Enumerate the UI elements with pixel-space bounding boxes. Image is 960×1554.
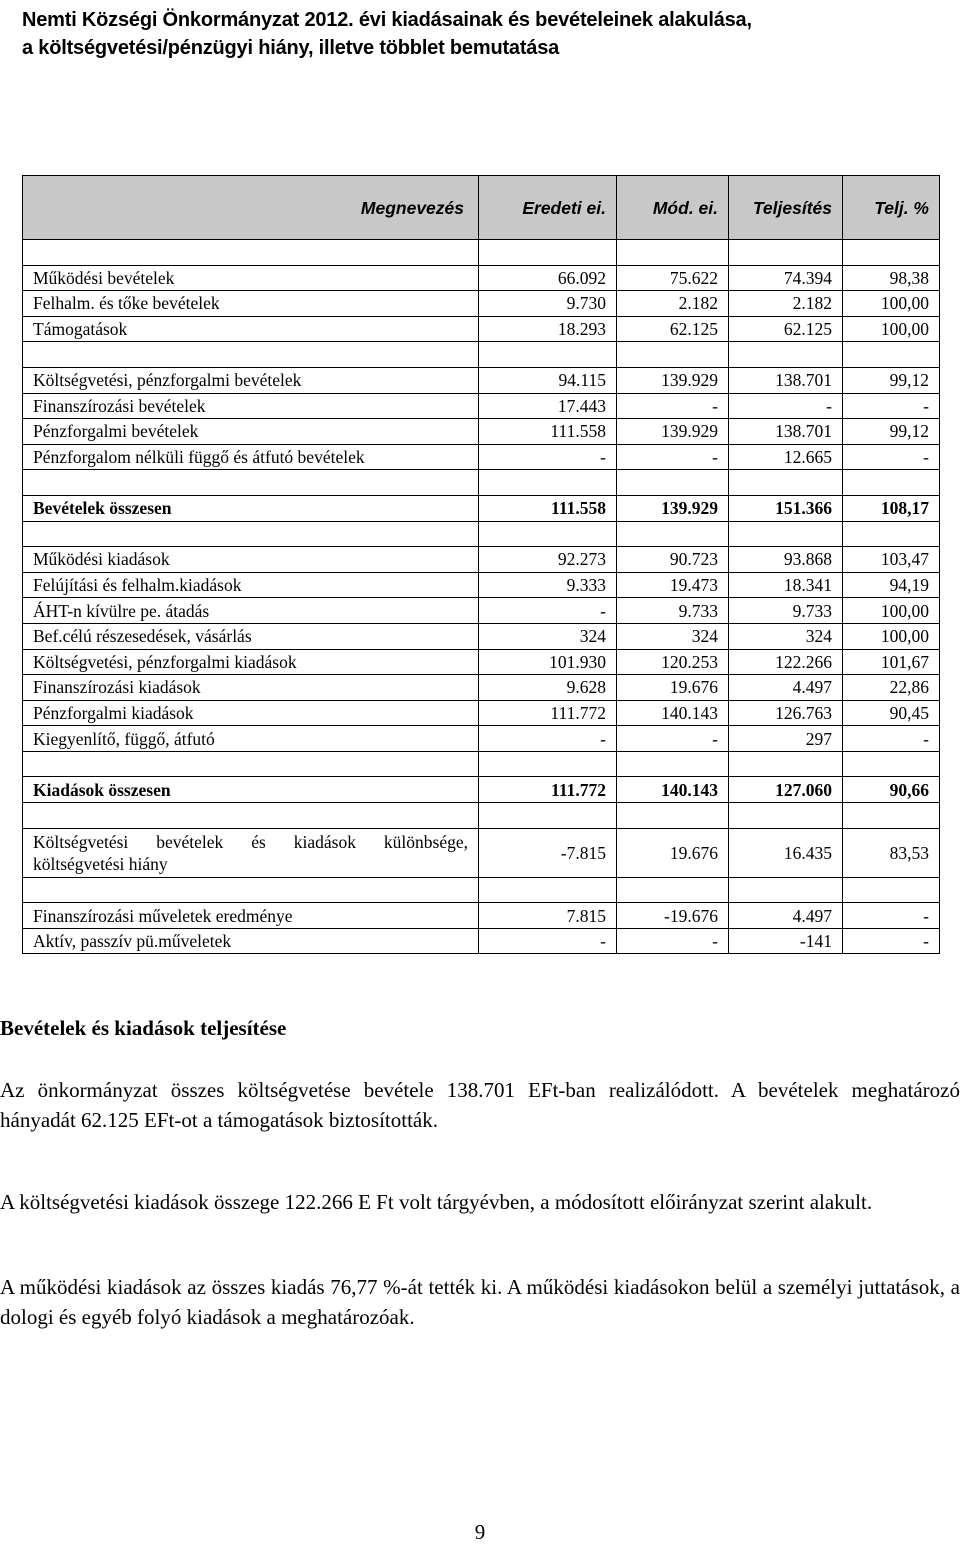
- table-cell-label: Finanszírozási kiadások: [23, 675, 479, 701]
- table-cell-value: 122.266: [729, 649, 843, 675]
- table-empty-cell: [23, 521, 479, 547]
- table-row: [23, 700, 940, 726]
- table-cell-value: -7.815: [479, 828, 617, 877]
- table-empty-cell: [23, 470, 479, 496]
- table-cell-value: -19.676: [617, 903, 729, 929]
- table-row: [23, 291, 940, 317]
- table-cell-value: 90,66: [843, 777, 940, 803]
- table-row: [23, 316, 940, 342]
- table-cell-label: Bef.célú részesedések, vásárlás: [23, 623, 479, 649]
- table-cell-value: 90.723: [617, 547, 729, 573]
- title-line-2: a költségvetési/pénzügyi hiány, illetve többlet bemutatása: [22, 37, 560, 59]
- table-cell-label: Pénzforgalmi kiadások: [23, 700, 479, 726]
- table-cell-value: 19.473: [617, 572, 729, 598]
- table-cell-value: 100,00: [843, 316, 940, 342]
- table-empty-cell: [617, 751, 729, 777]
- table-spacer-row: [23, 751, 940, 777]
- table-cell-label: Kiegyenlítő, függő, átfutó: [23, 726, 479, 752]
- table-cell-value: 94,19: [843, 572, 940, 598]
- table-cell-value: 19.676: [617, 675, 729, 701]
- table-cell-value: 2.182: [617, 291, 729, 317]
- table-cell-value: -: [843, 928, 940, 954]
- table-cell-value: 90,45: [843, 700, 940, 726]
- table-empty-cell: [479, 803, 617, 829]
- table-cell-value: 111.558: [479, 419, 617, 445]
- table-cell-label: Pénzforgalmi bevételek: [23, 419, 479, 445]
- table-cell-value: 92.273: [479, 547, 617, 573]
- table-cell-label: Aktív, passzív pü.műveletek: [23, 928, 479, 954]
- table-cell-value: 16.435: [729, 828, 843, 877]
- table-spacer-row: [23, 240, 940, 266]
- table-cell-value: 297: [729, 726, 843, 752]
- table-row: [23, 265, 940, 291]
- table-cell-value: 139.929: [617, 367, 729, 393]
- table-cell-value: 9.628: [479, 675, 617, 701]
- table-empty-cell: [479, 877, 617, 903]
- table-row: [23, 649, 940, 675]
- table-empty-cell: [729, 521, 843, 547]
- table-cell-value: 126.763: [729, 700, 843, 726]
- table-cell-value: -: [617, 726, 729, 752]
- table-cell-value: 62.125: [617, 316, 729, 342]
- table-spacer-row: [23, 470, 940, 496]
- table-cell-value: 22,86: [843, 675, 940, 701]
- column-header-performance: Teljesítés: [729, 176, 843, 240]
- table-cell-value: 98,38: [843, 265, 940, 291]
- table-empty-cell: [617, 877, 729, 903]
- table-cell-label: Felhalm. és tőke bevételek: [23, 291, 479, 317]
- paragraph-1: Az önkormányzat összes költségvetése bevétele 138.701 EFt-ban realizálódott. A bevételek meghatározó hányadát 62.125 EFt-ot a támogatások biztosították.: [0, 1078, 960, 1132]
- table-empty-cell: [729, 240, 843, 266]
- table-cell-label: Működési bevételek: [23, 265, 479, 291]
- table-empty-cell: [729, 751, 843, 777]
- table-cell-value: 12.665: [729, 444, 843, 470]
- table-empty-cell: [843, 877, 940, 903]
- paragraph-2: A költségvetési kiadások összege 122.266 E Ft volt tárgyévben, a módosított előirányzat szerint alakult.: [0, 1190, 873, 1214]
- table-cell-label: Támogatások: [23, 316, 479, 342]
- paragraph-3: A működési kiadások az összes kiadás 76,77 %-át tették ki. A működési kiadásokon belül a személyi juttatások, a dologi és egyéb folyó kiadások a meghatározóak.: [0, 1275, 960, 1329]
- table-cell-label: Felújítási és felhalm.kiadások: [23, 572, 479, 598]
- table-cell-value: 83,53: [843, 828, 940, 877]
- table-cell-label: Költségvetési bevételek és kiadások különbsége, költségvetési hiány: [23, 828, 479, 877]
- table-empty-cell: [479, 240, 617, 266]
- table-cell-value: 108,17: [843, 495, 940, 521]
- table-empty-cell: [843, 342, 940, 368]
- table-row: [23, 419, 940, 445]
- table-cell-value: 138.701: [729, 419, 843, 445]
- column-header-original: Eredeti ei.: [479, 176, 617, 240]
- table-row: [23, 726, 940, 752]
- table-cell-value: 7.815: [479, 903, 617, 929]
- table-cell-value: 324: [729, 623, 843, 649]
- table-cell-value: 138.701: [729, 367, 843, 393]
- table-empty-cell: [843, 751, 940, 777]
- table-cell-value: 101.930: [479, 649, 617, 675]
- table-empty-cell: [479, 521, 617, 547]
- table-cell-value: -: [843, 444, 940, 470]
- table-cell-value: 120.253: [617, 649, 729, 675]
- table-cell-value: 4.497: [729, 903, 843, 929]
- table-cell-value: 18.293: [479, 316, 617, 342]
- table-cell-label: Költségvetési, pénzforgalmi kiadások: [23, 649, 479, 675]
- table-empty-cell: [843, 240, 940, 266]
- table-empty-cell: [843, 521, 940, 547]
- table-cell-value: 99,12: [843, 419, 940, 445]
- table-cell-value: 9.733: [617, 598, 729, 624]
- table-cell-value: -: [617, 393, 729, 419]
- table-cell-value: 111.772: [479, 777, 617, 803]
- column-header-name: Megnevezés: [23, 176, 479, 240]
- table-row: [23, 367, 940, 393]
- table-cell-value: 101,67: [843, 649, 940, 675]
- table-cell-value: 93.868: [729, 547, 843, 573]
- table-cell-value: -: [843, 726, 940, 752]
- table-body: [23, 240, 940, 954]
- table-cell-value: 99,12: [843, 367, 940, 393]
- page-number: 9: [474, 1520, 486, 1544]
- table-cell-value: 100,00: [843, 598, 940, 624]
- table-cell-value: 100,00: [843, 291, 940, 317]
- table-cell-value: 75.622: [617, 265, 729, 291]
- table-empty-cell: [479, 342, 617, 368]
- table-spacer-row: [23, 521, 940, 547]
- table-empty-cell: [617, 240, 729, 266]
- table-spacer-row: [23, 877, 940, 903]
- table-cell-value: 4.497: [729, 675, 843, 701]
- table-cell-value: 111.558: [479, 495, 617, 521]
- table-empty-cell: [617, 521, 729, 547]
- table-cell-value: 2.182: [729, 291, 843, 317]
- table-empty-cell: [23, 751, 479, 777]
- table-cell-value: -: [617, 444, 729, 470]
- table-cell-value: 127.060: [729, 777, 843, 803]
- table-cell-value: 139.929: [617, 419, 729, 445]
- table-empty-cell: [23, 803, 479, 829]
- table-row: [23, 623, 940, 649]
- table-empty-cell: [843, 470, 940, 496]
- table-cell-value: 74.394: [729, 265, 843, 291]
- table-empty-cell: [843, 803, 940, 829]
- table-cell-value: 140.143: [617, 777, 729, 803]
- table-spacer-row: [23, 342, 940, 368]
- column-header-modified: Mód. ei.: [617, 176, 729, 240]
- table-empty-cell: [729, 803, 843, 829]
- table-cell-value: -141: [729, 928, 843, 954]
- table-cell-value: -: [479, 726, 617, 752]
- table-row: [23, 675, 940, 701]
- table-cell-value: 103,47: [843, 547, 940, 573]
- table-row: [23, 572, 940, 598]
- table-cell-value: -: [843, 393, 940, 419]
- table-cell-label: Működési kiadások: [23, 547, 479, 573]
- table-cell-value: -: [617, 928, 729, 954]
- table-cell-value: -: [843, 903, 940, 929]
- table-empty-cell: [479, 751, 617, 777]
- table-spacer-row: [23, 803, 940, 829]
- table-cell-label: Költségvetési, pénzforgalmi bevételek: [23, 367, 479, 393]
- table-empty-cell: [617, 342, 729, 368]
- table-row: [23, 777, 940, 803]
- table-cell-value: 100,00: [843, 623, 940, 649]
- table-empty-cell: [617, 470, 729, 496]
- table-cell-value: 62.125: [729, 316, 843, 342]
- table-cell-label: ÁHT-n kívülre pe. átadás: [23, 598, 479, 624]
- table-row: [23, 903, 940, 929]
- table-cell-label: Finanszírozási bevételek: [23, 393, 479, 419]
- table-cell-value: 9.733: [729, 598, 843, 624]
- table-cell-value: 139.929: [617, 495, 729, 521]
- table-cell-value: 66.092: [479, 265, 617, 291]
- table-cell-label: Bevételek összesen: [23, 495, 479, 521]
- table-row: [23, 598, 940, 624]
- table-empty-cell: [23, 342, 479, 368]
- table-cell-value: 17.443: [479, 393, 617, 419]
- table-empty-cell: [617, 803, 729, 829]
- table-cell-value: -: [479, 598, 617, 624]
- table-empty-cell: [23, 240, 479, 266]
- table-cell-value: 151.366: [729, 495, 843, 521]
- table-row: [23, 393, 940, 419]
- table-empty-cell: [23, 877, 479, 903]
- table-cell-value: 18.341: [729, 572, 843, 598]
- table-empty-cell: [479, 470, 617, 496]
- table-row: [23, 444, 940, 470]
- table-cell-value: 9.333: [479, 572, 617, 598]
- column-header-percent: Telj. %: [843, 176, 940, 240]
- table-cell-value: 19.676: [617, 828, 729, 877]
- table-empty-cell: [729, 877, 843, 903]
- table-cell-value: 324: [479, 623, 617, 649]
- document-title: [22, 6, 942, 62]
- table-empty-cell: [729, 470, 843, 496]
- table-row: [23, 828, 940, 877]
- title-line-1: Nemti Községi Önkormányzat 2012. évi kiadásainak és bevételeinek alakulása,: [22, 9, 752, 31]
- table-empty-cell: [729, 342, 843, 368]
- table-cell-label: Pénzforgalom nélküli függő és átfutó bevételek: [23, 444, 479, 470]
- section-title: Bevételek és kiadások teljesítése: [0, 1016, 287, 1040]
- table-cell-value: 140.143: [617, 700, 729, 726]
- table-cell-value: 94.115: [479, 367, 617, 393]
- table-cell-value: 9.730: [479, 291, 617, 317]
- table-cell-value: -: [729, 393, 843, 419]
- table-cell-value: 324: [617, 623, 729, 649]
- table-cell-value: -: [479, 444, 617, 470]
- table-header-row: [23, 176, 940, 240]
- table-row: [23, 928, 940, 954]
- table-row: [23, 495, 940, 521]
- table-cell-value: 111.772: [479, 700, 617, 726]
- table-cell-value: -: [479, 928, 617, 954]
- table-cell-label: Kiadások összesen: [23, 777, 479, 803]
- budget-table: [22, 175, 940, 954]
- table-row: [23, 547, 940, 573]
- table-cell-label: Finanszírozási műveletek eredménye: [23, 903, 479, 929]
